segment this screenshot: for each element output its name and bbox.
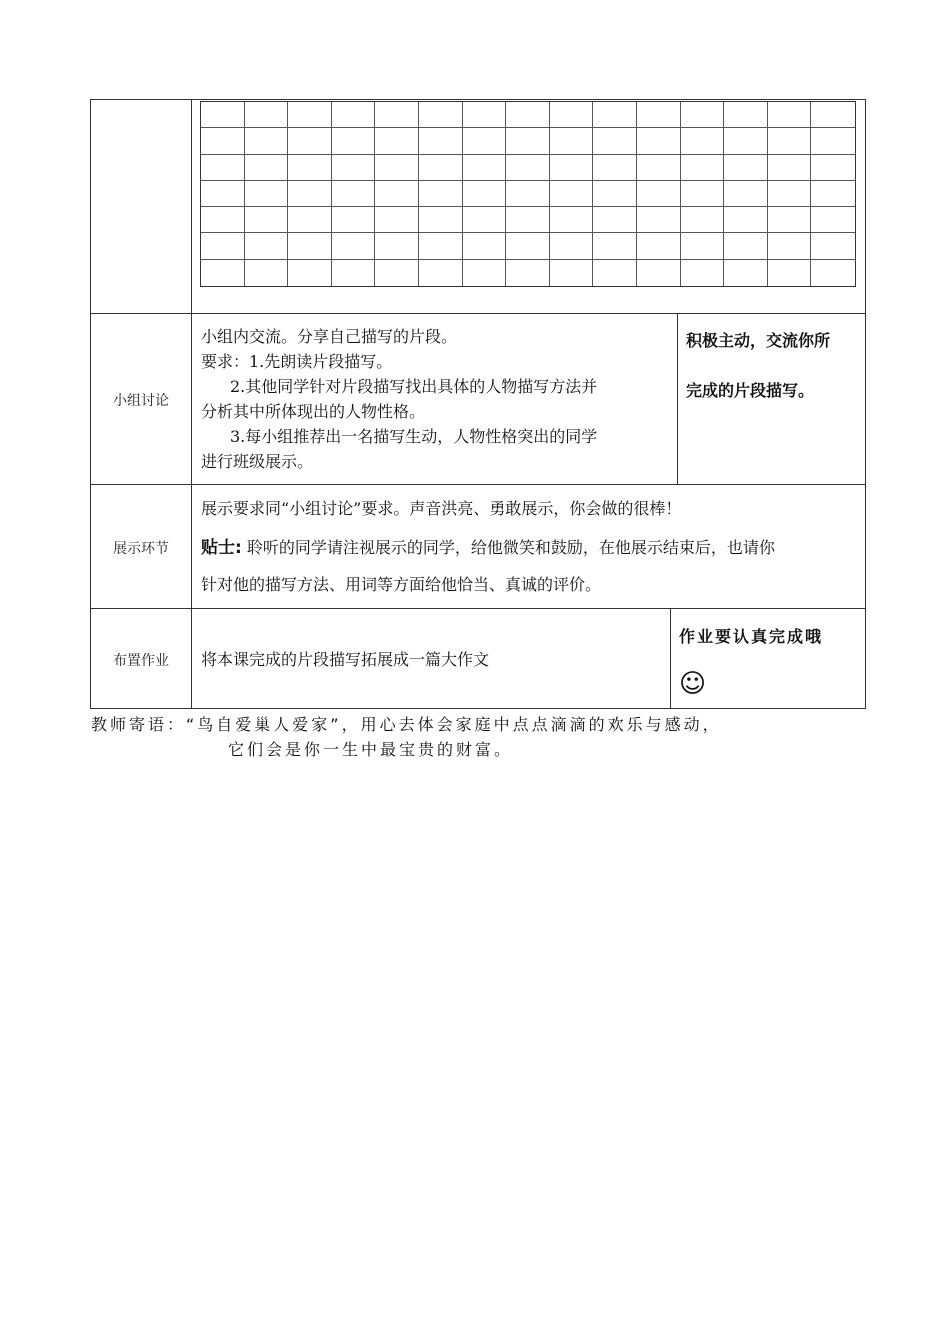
grid-cell[interactable] (375, 207, 419, 233)
grid-cell[interactable] (550, 155, 594, 181)
writing-grid[interactable] (200, 101, 856, 287)
row-divider-3 (90, 608, 866, 609)
grid-cell[interactable] (637, 260, 681, 286)
grid-cell[interactable] (332, 260, 376, 286)
grid-cell[interactable] (201, 102, 245, 128)
grid-cell[interactable] (288, 260, 332, 286)
grid-cell[interactable] (637, 102, 681, 128)
grid-cell[interactable] (463, 260, 507, 286)
grid-cell[interactable] (419, 128, 463, 154)
grid-cell[interactable] (245, 155, 289, 181)
presentation-line-3: 针对他的描写方法、用词等方面给他恰当、真诚的评价。 (201, 575, 602, 594)
grid-cell[interactable] (332, 207, 376, 233)
grid-cell[interactable] (463, 207, 507, 233)
grid-cell[interactable] (332, 233, 376, 259)
grid-cell[interactable] (681, 102, 725, 128)
grid-cell[interactable] (768, 102, 812, 128)
grid-cell[interactable] (332, 102, 376, 128)
grid-cell[interactable] (681, 128, 725, 154)
discussion-tip-line-1: 积极主动，交流你所 (686, 331, 831, 350)
section-label-presentation: 展示环节 (113, 541, 169, 557)
grid-cell[interactable] (681, 207, 725, 233)
table-column-divider (191, 99, 192, 709)
row-divider-2 (90, 484, 866, 485)
grid-cell[interactable] (419, 260, 463, 286)
discussion-line-2: 要求：1.先朗读片段描写。 (201, 352, 393, 371)
grid-cell[interactable] (637, 128, 681, 154)
grid-cell[interactable] (506, 207, 550, 233)
grid-cell[interactable] (463, 155, 507, 181)
grid-cell[interactable] (506, 181, 550, 207)
presentation-line-1: 展示要求同“小组讨论”要求。声音洪亮、勇敢展示，你会做的很棒！ (201, 499, 682, 518)
grid-cell[interactable] (550, 260, 594, 286)
grid-cell[interactable] (506, 233, 550, 259)
discussion-line-4: 分析其中所体现出的人物性格。 (201, 402, 426, 421)
grid-cell[interactable] (288, 102, 332, 128)
grid-cell[interactable] (463, 102, 507, 128)
grid-cell[interactable] (288, 233, 332, 259)
grid-cell[interactable] (724, 102, 768, 128)
grid-cell[interactable] (550, 128, 594, 154)
grid-cell[interactable] (419, 102, 463, 128)
grid-cell[interactable] (419, 181, 463, 207)
tip-label: 贴士: (201, 538, 242, 558)
grid-cell[interactable] (768, 260, 812, 286)
grid-cell[interactable] (419, 155, 463, 181)
grid-cell[interactable] (419, 207, 463, 233)
grid-cell[interactable] (681, 233, 725, 259)
grid-cell[interactable] (724, 155, 768, 181)
grid-cell[interactable] (681, 155, 725, 181)
grid-cell[interactable] (811, 102, 855, 128)
grid-cell[interactable] (811, 260, 855, 286)
grid-cell[interactable] (550, 181, 594, 207)
grid-cell[interactable] (375, 181, 419, 207)
discussion-line-6: 进行班级展示。 (201, 452, 314, 471)
grid-cell[interactable] (550, 233, 594, 259)
grid-cell[interactable] (463, 233, 507, 259)
tip-column-divider-discussion (677, 313, 678, 484)
grid-cell[interactable] (593, 128, 637, 154)
grid-cell[interactable] (768, 128, 812, 154)
grid-cell[interactable] (288, 128, 332, 154)
grid-cell[interactable] (201, 155, 245, 181)
grid-cell[interactable] (593, 233, 637, 259)
teacher-note-line-2: 它们会是你一生中最宝贵的财富。 (228, 740, 514, 759)
grid-cell[interactable] (724, 207, 768, 233)
grid-cell[interactable] (288, 207, 332, 233)
discussion-line-3: 2.其他同学针对片段描写找出具体的人物描写方法并 (230, 377, 598, 396)
grid-cell[interactable] (550, 102, 594, 128)
grid-cell[interactable] (593, 207, 637, 233)
discussion-line-5: 3.每小组推荐出一名描写生动，人物性格突出的同学 (230, 427, 598, 446)
grid-cell[interactable] (768, 233, 812, 259)
grid-cell[interactable] (332, 155, 376, 181)
grid-cell[interactable] (201, 181, 245, 207)
discussion-tip-line-2: 完成的片段描写。 (686, 381, 815, 400)
grid-cell[interactable] (375, 128, 419, 154)
grid-cell[interactable] (811, 181, 855, 207)
homework-text: 将本课完成的片段描写拓展成一篇大作文 (201, 650, 490, 669)
grid-cell[interactable] (550, 207, 594, 233)
grid-cell[interactable] (201, 260, 245, 286)
grid-cell[interactable] (593, 102, 637, 128)
grid-cell[interactable] (681, 260, 725, 286)
grid-cell[interactable] (201, 128, 245, 154)
grid-cell[interactable] (288, 181, 332, 207)
grid-cell[interactable] (201, 207, 245, 233)
grid-cell[interactable] (375, 233, 419, 259)
grid-cell[interactable] (768, 207, 812, 233)
grid-cell[interactable] (768, 181, 812, 207)
grid-cell[interactable] (506, 155, 550, 181)
grid-cell[interactable] (637, 207, 681, 233)
tip-column-divider-homework (670, 608, 671, 709)
discussion-line-1: 小组内交流。分享自己描写的片段。 (201, 327, 458, 346)
grid-cell[interactable] (811, 155, 855, 181)
grid-cell[interactable] (332, 181, 376, 207)
grid-cell[interactable] (637, 155, 681, 181)
grid-cell[interactable] (245, 260, 289, 286)
tip-text: 聆听的同学请注视展示的同学，给他微笑和鼓励，在他展示结束后，也请你 (241, 538, 775, 557)
grid-cell[interactable] (332, 128, 376, 154)
grid-cell[interactable] (288, 155, 332, 181)
section-label-homework: 布置作业 (113, 653, 169, 669)
section-label-group-discussion: 小组讨论 (113, 393, 169, 409)
grid-cell[interactable] (724, 260, 768, 286)
grid-cell[interactable] (245, 181, 289, 207)
grid-cell[interactable] (811, 207, 855, 233)
grid-cell[interactable] (375, 260, 419, 286)
grid-cell[interactable] (724, 128, 768, 154)
grid-cell[interactable] (637, 233, 681, 259)
grid-cell[interactable] (201, 233, 245, 259)
smiley-icon: ☺ (679, 669, 707, 699)
homework-tip: 作业要认真完成哦 (679, 627, 824, 646)
grid-cell[interactable] (811, 233, 855, 259)
grid-cell[interactable] (463, 128, 507, 154)
grid-cell[interactable] (681, 181, 725, 207)
grid-cell[interactable] (593, 181, 637, 207)
presentation-tip-line (201, 535, 775, 561)
grid-cell[interactable] (724, 181, 768, 207)
grid-cell[interactable] (506, 102, 550, 128)
grid-cell[interactable] (375, 102, 419, 128)
grid-cell[interactable] (811, 128, 855, 154)
row-divider-1 (90, 313, 866, 314)
grid-cell[interactable] (593, 155, 637, 181)
grid-cell[interactable] (724, 233, 768, 259)
grid-cell[interactable] (245, 207, 289, 233)
grid-cell[interactable] (245, 233, 289, 259)
grid-cell[interactable] (375, 155, 419, 181)
grid-cell[interactable] (506, 260, 550, 286)
grid-cell[interactable] (245, 128, 289, 154)
teacher-note-line-1: 教师寄语：“鸟自爱巢人爱家”，用心去体会家庭中点点滴滴的欢乐与感动， (91, 715, 722, 734)
grid-cell[interactable] (463, 181, 507, 207)
grid-cell[interactable] (245, 102, 289, 128)
grid-cell[interactable] (637, 181, 681, 207)
grid-cell[interactable] (419, 233, 463, 259)
grid-cell[interactable] (768, 155, 812, 181)
grid-cell[interactable] (506, 128, 550, 154)
grid-cell[interactable] (593, 260, 637, 286)
